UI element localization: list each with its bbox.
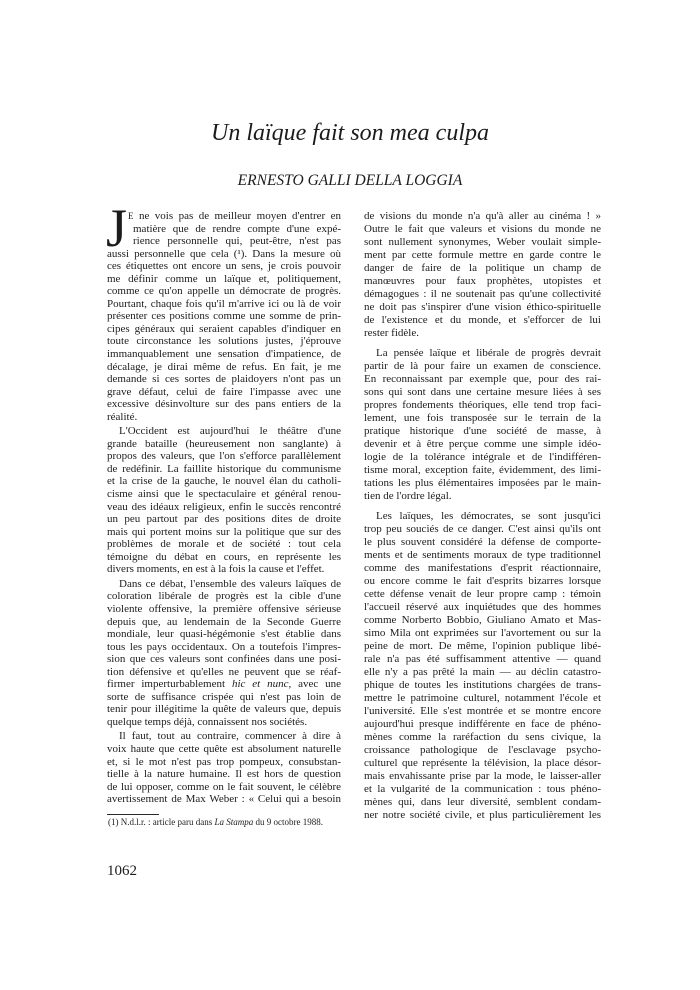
text-line: tenir pour illégitime la quête de valeurs que, depuis [107,703,341,716]
text-line: comme Norberto Bobbio, Giuliano Amato et Mas- [364,613,601,626]
text-line: l'accueil réservé aux inquiétudes que des hommes [364,600,601,613]
author-byline: ERNESTO GALLI DELLA LOGGIA [237,172,463,189]
text-line: L'Occident est aujourd'hui le théâtre d'une [119,425,341,438]
text-line: propos des valeurs, que l'on s'efforce parallèlement [107,450,341,463]
text-line: partir de là pour faire un examen de conscience. [364,359,601,372]
text-line: ments et de sentiments moraux de type traditionnel [364,548,601,561]
italic-text: hic et nunc [231,678,289,691]
text-line: tisme moral, exception faite, évidemment, des limi- [364,463,601,476]
paragraph [107,730,341,805]
text-line: ces étiquettes ont encore un sens, je crois pouvoir [107,260,341,273]
text-line: sont nullement synonymes, Weber voulait simple- [364,235,601,248]
text-line: ou encore comme le fait d'esprits bizarres lorsque [364,574,601,587]
text-line: mènes comme la raréfaction du sens civique, la [364,730,601,743]
text-line: voix haute que cette quête est absolument naturelle [107,742,341,755]
text-line: comme ce qu'on appelle un démocrate de progrès. [107,285,341,298]
text-line: problèmes de morale et de société : tout cela [107,538,341,551]
text-line: tien de l'ordre légal. [364,489,452,502]
text-line: pratique historique d'une société de masse, à [364,424,601,437]
text-line: matière que de rendre compte d'une expé- [133,222,341,235]
text-line: me définir comme un laïque et, politiquement, [107,272,341,285]
text-line: mais qui portent moins sur la politique que sur des [107,525,341,538]
text-line: témoigne du débat en cours, en représente les [107,550,341,563]
text-line: un peu partout par des positions dites de droite [107,513,341,526]
paragraph [107,578,341,729]
text-line: Il faut, tout au contraire, commencer à dire à [119,730,341,743]
text-line: avertissement de Max Weber : « Celui qui a besoin [107,793,341,806]
text-line: culturel que représente la télévision, la place désor- [364,756,601,769]
paragraph [364,510,601,822]
text-line: mettre le patrimoine culturel, notamment l'école et [364,691,601,704]
text-line: Pourtant, chaque fois qu'il m'arrive ici ou là de voir [107,297,341,310]
text-line: rale n'a pas été suffisamment attentive — quand [364,652,601,665]
text-line: tion défensive et qu'elles ne peuvent que se réaf- [107,665,341,678]
text-line: En reconnaissant par exemple que, pour des rai- [364,372,601,385]
text-line: violente offensive, la première offensive sérieuse [107,602,341,615]
footnote-rule [107,814,159,815]
text-line: grande bataille (heureusement non sanglante) à [107,437,341,450]
text-line: coloration libérale de progrès est la cible d'une [107,590,341,603]
text-line: danger de faire de la politique un champ de [364,261,601,274]
article-title: Un laïque fait son mea culpa [211,120,489,146]
text-line: rience personnelle qui, peut-être, n'est pas [133,235,341,248]
text-line: demande si ces sortes de plaidoyers n'ont pas un [107,373,341,386]
text-line: décalage, je dirai même de refus. En fait, je me [107,360,341,373]
text-line: sorte de suffisance crispée qui n'est pas loin de [107,690,341,703]
italic-text: La Stampa [214,817,254,827]
text-line: tielle à la nature humaine. Il est hors de question [107,768,341,781]
text-line: mais envahissante prise par la mode, le laisser-aller [364,769,601,782]
text-line: réalité. [107,410,138,423]
text-line: de redéfinir. La faillite historique du communisme [107,462,341,475]
text-line: trop peu souciés de ce danger. C'est ainsi qu'ils ont [364,522,601,535]
text-line: veau des idéaux religieux, enfin le succès rencontré [107,500,341,513]
text-line: tations les plus élémentaires imposées par le main- [364,476,601,489]
text-line: elle n'y a pas prêté la main — au déclin catastro- [364,665,601,678]
paragraph [364,210,601,340]
text-line: immanquablement une sensation d'impatience, de [107,348,341,361]
paragraph [364,347,601,503]
page-number: 1062 [107,863,137,879]
text-line: tous les pays occidentaux. On a toutefois l'impres- [107,640,341,653]
text-line: aujourd'hui presque indifférente en face de phéno- [364,717,601,730]
text-line [107,210,341,223]
text-line: ment par cette formule mettre en garde contre le [364,248,601,261]
text-line: simo Mila ont exprimées sur l'avortement ou sur la [364,626,601,639]
text-line: de lui opposer, comme on le fait souvent, le célèbre [107,780,341,793]
paragraph [107,210,341,423]
text-segment: du 9 octobre 1988. [253,817,323,827]
text-line: manœuvres pour faux prophètes, utopistes et [364,274,601,287]
text-line: logie de la tolérance intégrale et de l'indifféren- [364,450,601,463]
paragraph [107,425,341,576]
text-segment: , avec une [288,678,341,691]
text-line: peine de mort. De même, l'opinion publique libé- [364,639,601,652]
text-line: et la vulgarité de la communication : tous phéno- [364,782,601,795]
text-line: depuis que, au lendemain de la Seconde Guerre [107,615,341,628]
text-line: sons qui sont dans une certaine mesure liées à ses [364,385,601,398]
text-line: propres fondements théoriques, elle tend trop faci- [364,398,601,411]
text-line: l'université. Elle s'est montrée et se montre encore [364,704,601,717]
text-line: Dans ce débat, l'ensemble des valeurs laïques de [119,577,341,590]
text-line: croissance pathologique de l'esclavage psycho- [364,743,601,756]
text-line: grave défaut, celui de faire l'impasse avec une [107,385,341,398]
text-line: de visions du monde n'a qu'à aller au cinéma ! » [364,209,601,222]
text-line: sion que ces valeurs sont confinées dans une posi- [107,653,341,666]
text-line: ner notre société civile, et plus particulièrement les [364,808,601,821]
text-line: excessive désinvolture sur des pans entiers de la [107,398,341,411]
text-line: aussi personnelle que cela (¹). Dans la mesure où [107,247,341,260]
text-column-right [364,210,601,822]
text-line: divers moments, en est à la fois la cause et l'effet. [107,563,325,576]
text-line: devenir et à être perçue comme une simple idéo- [364,437,601,450]
text-column-left [107,210,341,806]
text-line: toute circonstance les solutions justes, j'éprouve [107,335,341,348]
text-line: présenter ces positions comme une somme de prin- [107,310,341,323]
text-segment: (1) N.d.l.r. : article paru dans [108,817,215,827]
text-segment: firmer imperturbablement [107,678,232,691]
text-line: quelque temps déjà, connaissent nos sociétés. [107,715,308,728]
text-line: de l'existence et du monde, et s'efforcer de lui [364,313,601,326]
text-line: mènes qui, dans leur diversité, semblent condam- [364,795,601,808]
text-line: lement, une fois transposée sur le terrain de la [364,411,601,424]
text-line: cisme ainsi que le spectaculaire et général renou- [107,488,341,501]
text-line: et la crise de la gauche, le nouvel élan du catholi- [107,475,341,488]
text-line: Les laïques, les démocrates, se sont jusqu'ici [376,509,601,522]
text-line: rester fidèle. [364,326,419,339]
text-line: La pensée laïque et libérale de progrès devrait [376,346,601,359]
text-line: et, si le mot n'est pas trop pompeux, consubstan- [107,755,341,768]
text-line: le plus souvent considéré la défense de comporte- [364,535,601,548]
text-line [107,678,341,691]
text-segment: ne vois pas de meilleur moyen d'entrer en [133,210,341,222]
small-cap-letter: E [128,211,134,221]
text-line: cipes généraux qui seraient capables d'indiquer en [107,322,341,335]
text-line: cette défense venait de leur propre camp : témoin [364,587,601,600]
text-line: démagogues : il ne soutenait pas qu'une collectivité [364,287,601,300]
drop-cap: J [106,198,128,258]
text-line: phique de toutes les institutions chargées de trans- [364,678,601,691]
text-line: comme des manifestations d'esprit réactionnaire, [364,561,601,574]
text-line: Outre le fait que valeurs et visions du monde ne [364,222,601,235]
text-line: ne doit pas s'inspirer d'une vision éthico-spirituelle [364,300,601,313]
text-line: mondiale, leur quasi-hégémonie s'est établie dans [107,628,341,641]
footnote [108,817,323,828]
